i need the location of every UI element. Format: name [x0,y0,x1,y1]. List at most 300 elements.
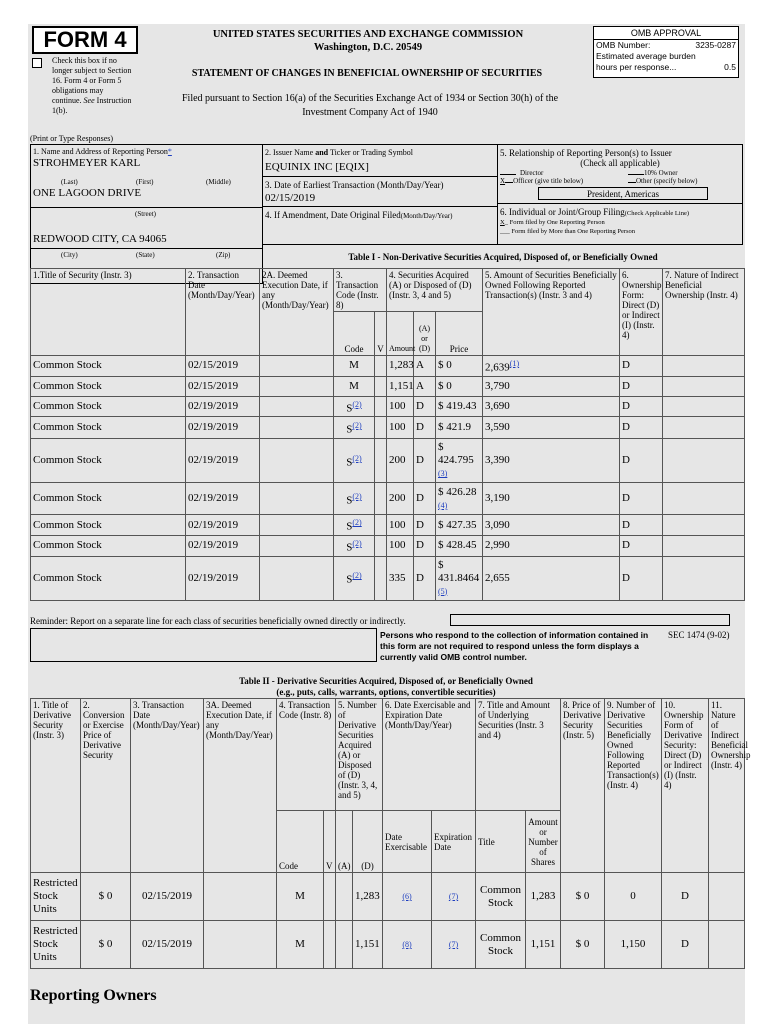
t1-date: 02/19/2019 [188,399,239,412]
t1-owned: 3,390 [485,454,510,467]
t1-form-cell [620,396,663,417]
t1-price-footnote-link[interactable]: (4) [438,500,448,510]
t2-nature-cell [709,873,745,921]
t2-exer[interactable]: (6) [402,892,412,901]
t1-amount: 1,283 [389,359,414,372]
table1-row [31,396,745,417]
t1-price-footnote-link[interactable]: (5) [438,586,448,596]
t1-code: S [346,456,353,469]
t1-h-deemed: 2A. Deemed Execution Date, if any (Month/Day/Year) [260,269,334,356]
t1-form-cell [620,376,663,396]
table2-row [31,921,745,969]
t1-amount: 100 [389,539,406,552]
t2-d-cell [353,921,383,969]
t2-h-code: 4. Transaction Code (Instr. 8) [277,699,336,811]
t1-v-cell [375,515,387,536]
table1-row [31,515,745,536]
t2-code-cell [277,873,324,921]
t2-h-exp: Expiration Date [432,811,476,873]
more-person-label: Form filed by More than One Reporting Person [511,228,636,235]
filed-line1: Filed pursuant to Section 16(a) of the Securities Exchange Act of 1934 or Section 30(h) of the [181,93,559,104]
t1-deemed-cell [260,439,334,483]
table2-header-row [31,699,745,811]
t1-ad: A [416,379,424,392]
t1-code-cell [334,439,375,483]
t2-date: 02/15/2019 [141,890,193,902]
form-title-box [32,26,138,54]
t1-ad: D [416,399,424,412]
t1-form-cell [620,356,663,377]
t1-amount: 100 [389,399,406,412]
issuer-value: EQUINIX INC [EQIX] [265,161,369,173]
t2-utitle-cell [476,921,526,969]
t2-uamount: 1,151 [530,938,556,950]
box5-label: 5. Relationship of Reporting Person(s) to Issuer [500,148,672,158]
t1-nature-cell [663,376,745,396]
t1-amount: 100 [389,518,406,531]
box4-label-small: (Month/Day/Year) [400,212,453,220]
t2-date-cell [131,921,204,969]
box1-label-text: 1. Name and Address of Reporting Person [33,147,168,156]
t1-title-cell [31,396,186,417]
box4-label [265,210,497,222]
t1-date: 02/19/2019 [188,518,239,531]
t1-price: $ 431.8464 [438,558,480,584]
street-value: ONE LAGOON DRIVE [33,187,142,199]
t1-ad-cell [414,535,436,556]
t1-owned-cell [483,556,620,600]
t1-price: $ 427.35 [438,518,477,531]
t2-a-cell [336,921,353,969]
t1-form: D [622,518,630,531]
t1-nature-cell [663,483,745,515]
sec-code: SEC 1474 (9-02) [668,630,730,640]
t1-price: $ 419.43 [438,399,477,412]
table1-row [31,535,745,556]
t1-ad: D [416,539,424,552]
zip-label: (Zip) [216,251,231,259]
box6-label-text: 6. Individual or Joint/Group Filing [500,207,625,217]
persons-text: Persons who respond to the collection of information contained in this form are not required to respond unless the form displays a currently valid OMB control number. [380,630,649,662]
t2-utitle: Common Stock [480,931,521,957]
officer-option[interactable] [500,177,583,185]
t2-h-form: 10. Ownership Form of Derivative Security: Direct (D) or Indirect (I) (Instr. 4) [662,699,709,873]
reporting-person-name: STROHMEYER KARL [33,157,141,169]
t1-v-cell [375,396,387,417]
table1-row [31,376,745,396]
t1-title: Common Stock [33,492,102,505]
no-longer-subject-checkbox[interactable] [32,58,42,68]
table1-row [31,417,745,439]
t1-amount-cell [387,556,414,600]
t1-date-cell [186,439,260,483]
t1-form-cell [620,535,663,556]
t1-ad-cell [414,515,436,536]
t2-conv: $ 0 [98,938,113,950]
omb-approval-box [593,26,739,78]
t1-amount-cell [387,515,414,536]
t2-a-cell [336,873,353,921]
t2-v-cell [324,873,336,921]
t1-v-cell [375,376,387,396]
issuer-box [262,144,498,177]
t1-amount: 100 [389,421,406,434]
t2-date: 02/15/2019 [141,938,193,950]
table2-title-line1: Table II - Derivative Securities Acquired, Disposed of, or Beneficially Owned [239,676,533,686]
t2-code: M [295,890,305,902]
t1-code-footnote-link[interactable]: (2) [352,420,362,430]
t1-code: S [346,402,353,415]
t1-owned: 3,790 [485,379,510,392]
t1-title-cell [31,376,186,396]
table1-title: Table I - Non-Derivative Securities Acquired, Disposed of, or Beneficially Owned [348,252,658,262]
omb-number-row [594,40,738,51]
t1-form-cell [620,483,663,515]
t1-date-cell [186,417,260,439]
t2-h-deemed: 3A. Deemed Execution Date, if any (Month/Day/Year) [204,699,277,873]
checkbox-note [52,56,132,116]
t1-owned: 2,990 [485,539,510,552]
t2-h-nature: 11. Nature of Indirect Beneficial Ownership (Instr. 4) [709,699,745,873]
t2-h-uamount: Amount or Number of Shares [526,811,561,873]
t2-h-owned: 9. Number of Derivative Securities Beneficially Owned Following Reported Transaction(s) (Instr. 4) [605,699,662,873]
t1-price: $ 0 [438,359,452,372]
t1-date-cell [186,556,260,600]
t1-amount-cell [387,535,414,556]
one-person-option[interactable]: X_ Form filed by One Reporting Person [500,219,605,226]
t1-date-cell [186,376,260,396]
t1-title: Common Stock [33,379,102,392]
t2-h-number: 5. Number of Derivative Securities Acquired (A) or Disposed of (D) (Instr. 3, 4, and 5) [336,699,383,811]
t2-exer-cell [383,921,432,969]
t1-price-cell [436,439,483,483]
t1-price-cell [436,417,483,439]
t1-form: D [622,399,630,412]
t1-price-cell [436,483,483,515]
t2-owned: 1,150 [620,938,646,950]
t2-owned-cell [605,873,662,921]
t1-form-cell [620,417,663,439]
t1-ad-cell [414,396,436,417]
t2-h-v: V [324,811,336,873]
t1-amount-cell [387,396,414,417]
t2-conv-cell [81,921,131,969]
t1-deemed-cell [260,376,334,396]
table1-header-row [31,269,745,312]
t1-owned-cell [483,515,620,536]
t1-h-v: V [375,312,387,356]
table2 [30,698,751,969]
t1-code: S [346,573,353,586]
t1-owned-cell [483,396,620,417]
filed-line2: Investment Company Act of 1940 [302,107,438,118]
table1-row [31,356,745,377]
commission-name: UNITED STATES SECURITIES AND EXCHANGE COMMISSION [212,29,524,40]
t1-code-footnote-link[interactable]: (2) [352,538,362,548]
t2-conv: $ 0 [98,890,113,902]
t1-deemed-cell [260,515,334,536]
t1-title: Common Stock [33,399,102,412]
box4-label-text: 4. If Amendment, Date Original Filed [265,210,401,220]
t1-title: Common Stock [33,518,102,531]
officer-title-value: President, Americas [538,187,708,200]
earliest-transaction-box [262,176,498,207]
t1-nature-cell [663,396,745,417]
t1-title-cell [31,417,186,439]
t1-nature-cell [663,356,745,377]
t1-date: 02/19/2019 [188,492,239,505]
t1-owned: 3,590 [485,421,510,434]
form-page [28,24,751,1024]
more-person-option: ___ Form filed by More than One Reporting Person [500,228,636,235]
t1-title: Common Stock [33,539,102,552]
t1-code-cell [334,515,375,536]
t1-code: S [346,494,353,507]
t1-code-footnote-link[interactable]: (2) [352,518,362,528]
t2-h-underlying: 7. Title and Amount of Underlying Securities (Instr. 3 and 4) [476,699,561,811]
t1-code: S [346,541,353,554]
t2-code-cell [277,921,324,969]
t1-code-footnote-link[interactable]: (2) [352,571,362,581]
checkbox-text: Check this box if no longer subject to Section 16. Form 4 or Form 5 obligations may continue. [52,56,132,105]
t1-date: 02/19/2019 [188,571,239,584]
t2-exp[interactable]: (7) [448,892,459,901]
box1-divider [31,207,262,208]
t1-deemed-cell [260,356,334,377]
director-option [500,169,543,177]
t1-v-cell [375,483,387,515]
t1-price-cell [436,556,483,600]
print-note: (Print or Type Responses) [30,134,114,143]
t1-form: D [622,539,630,552]
t1-code-cell [334,396,375,417]
t2-h-exercisable: 6. Date Exercisable and Expiration Date (Month/Day/Year) [383,699,476,811]
t2-exer-cell [383,873,432,921]
t1-h-code: 3. Transaction Code (Instr. 8) [334,269,387,312]
statement-title: STATEMENT OF CHANGES IN BENEFICIAL OWNERSHIP OF SECURITIES [191,68,543,79]
t1-price-cell [436,535,483,556]
t1-h-price: Price [436,312,483,356]
t1-v-cell [375,439,387,483]
box3-value: 02/15/2019 [265,192,316,204]
first-label: (First) [136,178,154,186]
city-value: REDWOOD CITY, CA 94065 [33,233,167,245]
t1-price: $ 426.28 [438,485,477,498]
box1-divider-2 [31,248,262,249]
t1-date-cell [186,535,260,556]
state-label: (State) [136,251,155,259]
t1-title-cell [31,439,186,483]
t1-owned-cell [483,356,620,377]
t2-d: 1,283 [355,890,380,902]
t2-h-a: (A) [336,811,353,873]
t1-code: M [349,379,359,392]
t1-code-cell [334,376,375,396]
t1-owned-cell [483,439,620,483]
t2-deemed-cell [204,873,277,921]
t1-amount: 1,151 [389,379,414,392]
omb-hours-label: hours per response... [596,62,677,72]
t2-form-cell [662,873,709,921]
t1-nature-cell [663,417,745,439]
t2-price: $ 0 [575,938,590,950]
omb-hours-row [594,62,738,73]
t1-h-owned: 5. Amount of Securities Beneficially Owned Following Reported Transaction(s) (Instr. 3 and 4) [483,269,620,356]
t1-date-cell [186,515,260,536]
t1-title: Common Stock [33,421,102,434]
last-label: (Last) [61,178,78,186]
t1-title: Common Stock [33,571,102,584]
t1-ad-cell [414,376,436,396]
t1-title-cell [31,483,186,515]
t1-deemed-cell [260,396,334,417]
t1-h-title: 1.Title of Security (Instr. 3) [31,269,186,356]
reporting-person-box [30,144,263,284]
filed-pursuant [140,92,600,120]
t2-form-cell [662,921,709,969]
t1-price: $ 0 [438,379,452,392]
t1-ad: D [416,454,424,467]
box6-label-small: (Check Applicable Line) [624,210,690,217]
officer-label: Officer (give title below) [513,177,584,185]
t1-price-cell [436,515,483,536]
t2-exer[interactable]: (8) [402,940,412,949]
box1-label [33,147,261,157]
t1-title: Common Stock [33,454,102,467]
t2-exp-cell [432,873,476,921]
t2-uamount-cell [526,921,561,969]
t1-code-footnote-link[interactable]: (2) [352,491,362,501]
t1-nature-cell [663,535,745,556]
omb-hours-value: 0.5 [724,62,736,72]
persons-blank-box [30,628,377,662]
middle-label: (Middle) [206,178,231,186]
t1-date: 02/19/2019 [188,454,239,467]
commission-header [168,28,568,54]
t1-code-cell [334,417,375,439]
t1-title-cell [31,356,186,377]
t1-ad-cell [414,439,436,483]
t1-ad: D [416,571,424,584]
t1-deemed-cell [260,556,334,600]
t2-utitle: Common Stock [480,883,521,909]
t2-utitle-cell [476,873,526,921]
t1-v-cell [375,535,387,556]
t1-owned-cell [483,483,620,515]
table2-title-line2: (e.g., puts, calls, warrants, options, convertible securities) [276,687,496,697]
t1-owned: 2,655 [485,571,510,584]
ten-pct-option [628,169,678,177]
t1-form: D [622,379,630,392]
t1-title: Common Stock [33,359,102,372]
t1-owned-cell [483,535,620,556]
t1-title-cell [31,515,186,536]
box5-sub: (Check all applicable) [580,158,660,168]
t1-v-cell [375,417,387,439]
box2-label-pre: 2. Issuer Name [265,148,316,157]
t1-price-footnote-link[interactable]: (3) [438,469,448,479]
table1 [30,268,745,601]
t1-owned-footnote-link[interactable]: (1) [509,359,520,368]
t1-amount-cell [387,356,414,377]
t1-form: D [622,421,630,434]
t1-amount-cell [387,417,414,439]
t1-code: M [349,359,359,372]
table2-title [128,676,644,698]
t2-d-cell [353,873,383,921]
omb-burden-label: Estimated average burden [596,51,696,61]
officer-mark: X [500,177,506,185]
t1-date-cell [186,483,260,515]
t2-exp[interactable]: (7) [448,940,459,949]
t1-amount: 200 [389,492,406,505]
t2-price: $ 0 [575,890,590,902]
t1-owned: 3,090 [485,518,510,531]
t1-nature-cell [663,515,745,536]
t2-owned: 0 [630,890,636,902]
reporting-owners-title: Reporting Owners [30,987,157,1004]
t1-ad-cell [414,556,436,600]
box2-label [265,148,497,158]
t1-form: D [622,359,630,372]
t1-amount-cell [387,376,414,396]
t2-v-cell [324,921,336,969]
omb-title: OMB APPROVAL [594,27,738,40]
commission-city: Washington, D.C. 20549 [313,42,423,53]
t1-deemed-cell [260,417,334,439]
t1-price-cell [436,376,483,396]
t2-title-cell [31,873,81,921]
t1-h-date: 2. Transaction Date (Month/Day/Year) [186,269,260,356]
relationship-box [497,144,743,204]
t1-price: $ 424.795 [438,441,474,467]
t2-date-cell [131,873,204,921]
t2-code: M [295,938,305,950]
t1-code-footnote-link[interactable]: (2) [352,453,362,463]
t2-h-date: 3. Transaction Date (Month/Day/Year) [131,699,204,873]
t1-price-cell [436,396,483,417]
t1-owned-cell [483,376,620,396]
box1-star-link[interactable]: * [167,147,172,156]
t1-title-cell [31,535,186,556]
t1-h-code-sub: Code [334,312,375,356]
t1-v-cell [375,556,387,600]
ten-pct-label: 10% Owner [644,169,678,177]
table2-row [31,873,745,921]
t1-code-cell [334,483,375,515]
t1-date-cell [186,356,260,377]
box3-label: 3. Date of Earliest Transaction (Month/Day/Year) [265,180,444,190]
t1-code: S [346,520,353,533]
t2-uamount: 1,283 [530,890,556,902]
t1-h-amount: Amount [387,312,414,356]
t1-code-footnote-link[interactable]: (2) [352,399,362,409]
omb-number-value: 3235-0287 [695,40,736,50]
t1-owned: 3,190 [485,492,510,505]
t2-title: Restricted Stock Units [33,925,78,963]
t1-price-cell [436,356,483,377]
t1-title-cell [31,556,186,600]
one-person-mark: X [500,219,505,226]
t1-h-nature: 7. Nature of Indirect Beneficial Ownership (Instr. 4) [663,269,745,356]
t1-h-aord: (A) or (D) [414,312,436,356]
t1-ad: D [416,492,424,505]
t2-nature-cell [709,921,745,969]
t1-deemed-cell [260,535,334,556]
t1-date: 02/15/2019 [188,379,239,392]
t1-date-cell [186,396,260,417]
t1-form: D [622,571,630,584]
